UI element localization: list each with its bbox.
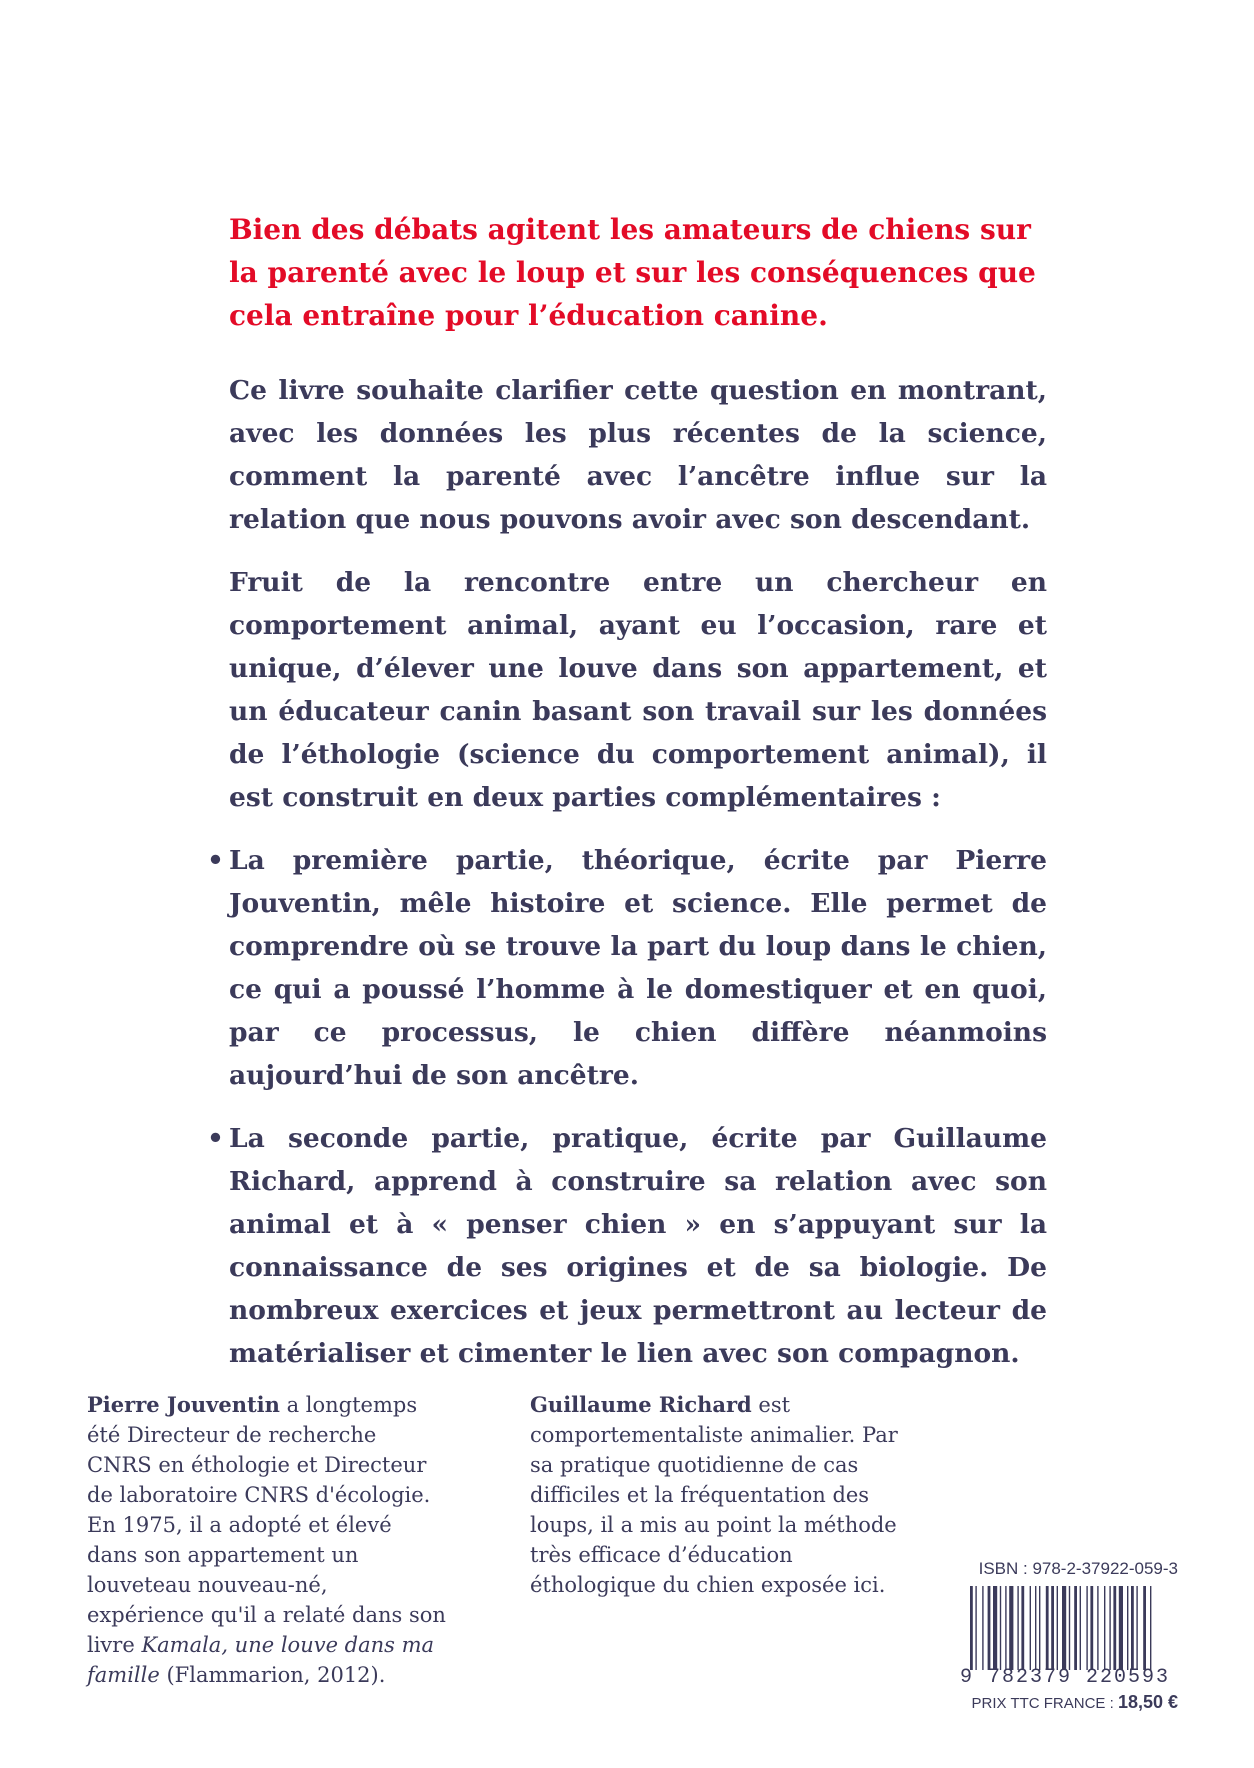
part-text: mêle histoire et science. Elle permet de comprendre où se trouve la part du loup dans le chien, ce qui a poussé l’homme à le domestiquer et en quoi, par ce processus, le chien diffère néanmoins aujourd’hui de son ancêtre. [229, 888, 1047, 1091]
bio-text-end: (Flammarion, 2012). [159, 1663, 386, 1687]
bullet-icon: • [207, 1123, 224, 1154]
price-value: 18,50 € [1117, 1692, 1178, 1712]
isbn-label: ISBN : 978-2-37922-059-3 [978, 1559, 1178, 1578]
bio-text: est comportementaliste animalier. Par sa pratique quotidienne de cas difficiles et la fréquentation des loups, il a mis au point la méthode très efficace d’éducation éthologique du chien exposée ici. [530, 1393, 898, 1597]
author-name: Pierre Jouventin [87, 1392, 280, 1417]
barcode-icon [968, 1586, 1178, 1670]
part-text: apprend à construire sa relation avec son animal et à « penser chien » en s’appuyant sur la connaissance de ses origines et de sa biologie. De nombreux exercices et jeux permettront au lecteur de matérialiser et cimenter le lien avec son compagnon. [229, 1166, 1047, 1369]
barcode-digits: 9 782379 220593 [960, 1666, 1171, 1689]
bullet-icon: • [207, 845, 224, 876]
author-bio-jouventin [87, 1390, 447, 1690]
author-bio-richard [530, 1390, 910, 1600]
price-line [960, 1691, 1178, 1715]
list-item [207, 839, 1047, 1097]
parts-list [207, 839, 1047, 1375]
part-lead: La seconde partie, pratique, écrite par Guillaume Richard, [229, 1123, 1047, 1197]
paragraph-1: Ce livre souhaite clarifier cette question en montrant, avec les données les plus récentes de la science, comment la parenté avec l’ancêtre influe sur la relation que nous pouvons avoir avec son descendant. [229, 375, 1047, 535]
bio-text: a longtemps été Directeur de recherche CNRS en éthologie et Directeur de laboratoire CNRS d'écologie. En 1975, il a adopté et élevé dans son appartement un louveteau nouveau-né, expérience qu'il a relaté dans son livre [87, 1393, 446, 1657]
price-label: PRIX TTC FRANCE : [971, 1695, 1118, 1712]
book-title: Kamala, une louve dans ma famille [87, 1633, 435, 1687]
part-lead: La première partie, théorique, écrite par Pierre Jouventin, [229, 845, 1047, 919]
paragraph-2: Fruit de la rencontre entre un chercheur en comportement animal, ayant eu l’occasion, rare et unique, d’élever une louve dans son appartement, et un éducateur canin basant son travail sur les données de l’éthologie (science du comportement animal), il est construit en deux parties complémentaires : [229, 567, 1047, 813]
lead-text: Bien des débats agitent les amateurs de chiens sur la parenté avec le loup et sur les conséquences que cela entraîne pour l’éducation canine. [229, 213, 1036, 332]
list-item [207, 1117, 1047, 1375]
barcode-block [960, 1558, 1178, 1715]
author-name: Guillaume Richard [530, 1392, 752, 1417]
blurb [207, 208, 1047, 1395]
